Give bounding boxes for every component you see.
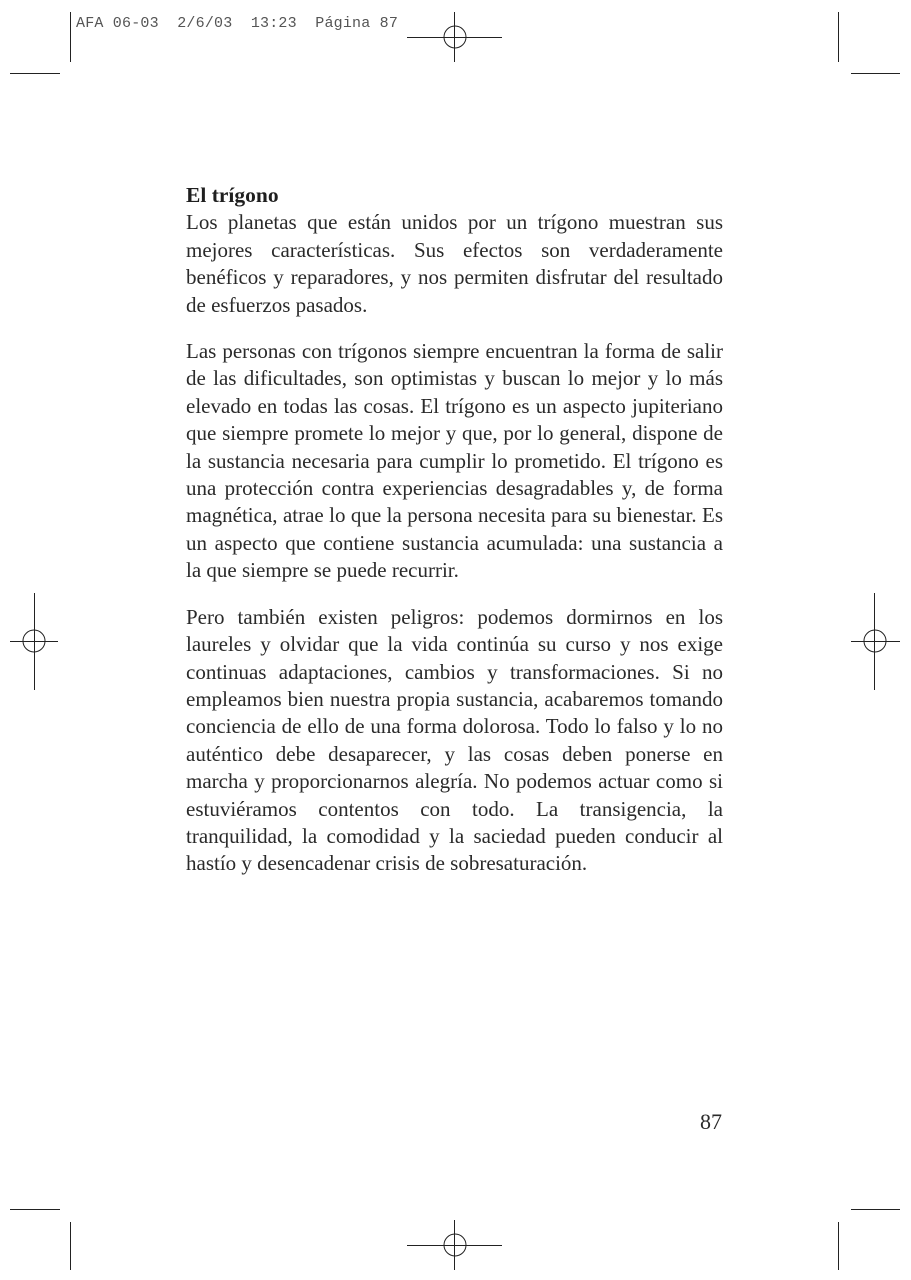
registration-mark-right	[851, 593, 900, 690]
section-heading: El trígono	[186, 183, 279, 207]
paragraph: Los planetas que están unidos por un trígono muestran sus mejores características. Sus efectos son verdaderamente benéficos y reparadores, y nos permiten disfrutar del resultado de esfuerzos pasados.	[186, 210, 723, 317]
paragraph: Pero también existen peligros: podemos dormirnos en los laureles y olvidar que la vida continúa su curso y nos exige continuas adaptaciones, cambios y transformaciones. Si no empleamos bien nuestra propia sustancia, acabaremos tomando conciencia de ello de una forma dolorosa. Todo lo falso y lo no auténtico debe desaparecer, y las cosas deben ponerse en marcha y proporcionarnos alegría. No podemos actuar como si estuviéramos contentos con todo. La transigencia, la tranquilidad, la comodidad y la saciedad pueden conducir al hastío y desencadenar crisis de sobresaturación.	[186, 604, 723, 876]
page-number: 87	[700, 1109, 722, 1134]
paragraph: Las personas con trígonos siempre encuentran la forma de salir de las dificultades, son optimistas y buscan lo mejor y lo más elevado en todas las cosas. El trígono es un aspecto jupiteriano que siempre promete lo mejor y que, por lo general, dispone de la sustancia necesaria para cumplir lo prometido. El trígono es una protección contra experiencias desagradables y, de forma magnética, atrae lo que la persona necesita para su bienestar. Es un aspecto que contiene sustancia acumulada: una sustancia a la que siempre se puede recurrir.	[186, 339, 723, 583]
registration-mark-left	[10, 593, 58, 690]
text-block	[186, 182, 723, 878]
registration-mark-top	[407, 12, 502, 62]
print-slug: AFA 06-03 2/6/03 13:23 Página 87	[76, 15, 399, 32]
registration-mark-bottom	[407, 1220, 502, 1270]
